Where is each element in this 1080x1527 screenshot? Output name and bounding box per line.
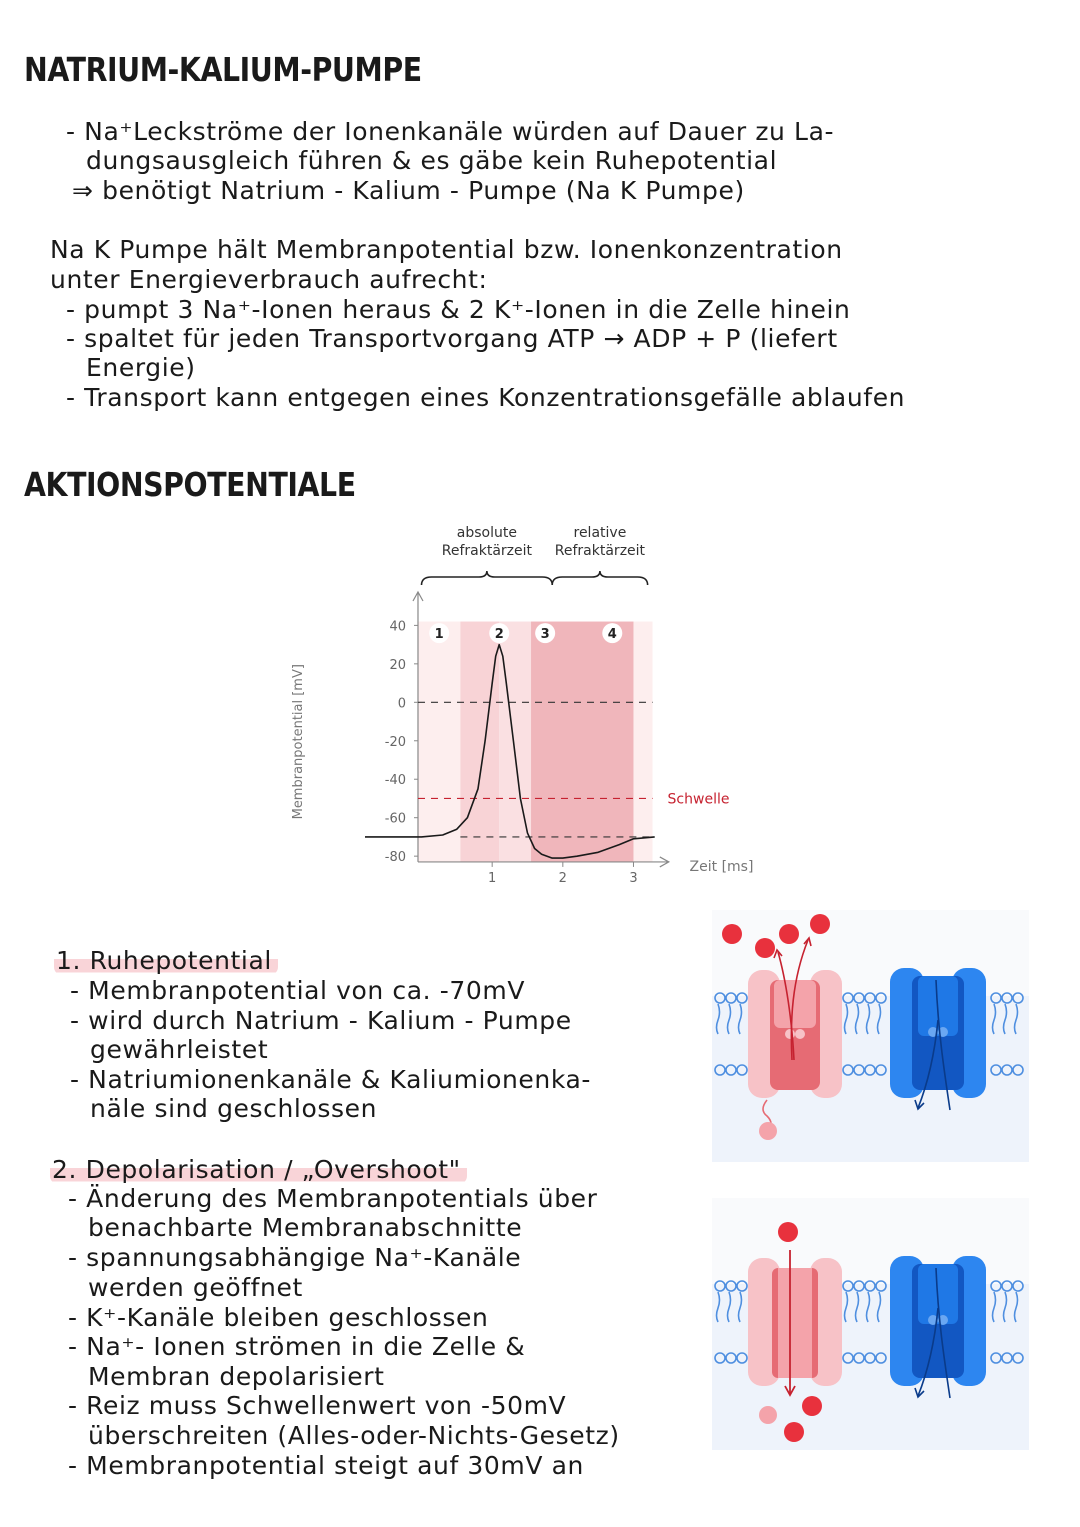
section-heading-na-k-pump: NATRIUM-KALIUM-PUMPE [24, 50, 422, 89]
x-tick-label: 2 [558, 870, 567, 886]
phase1-line: - wird durch Natrium - Kalium - Pumpe [70, 1006, 572, 1035]
x-tick-label: 3 [629, 870, 638, 886]
refractory-brace [422, 571, 553, 585]
refractory-label: absolute [456, 525, 517, 541]
body-line: Energie) [86, 353, 196, 382]
body-line: Na K Pumpe hält Membranpotential bzw. Ionenkonzentration [50, 235, 843, 264]
membrane-diagram-resting [712, 910, 1029, 1162]
phase2-line: benachbarte Membranabschnitte [88, 1213, 523, 1242]
phase1-line: - Membranpotential von ca. -70mV [70, 976, 526, 1005]
x-tick-label: 1 [488, 870, 497, 886]
sodium-ion [755, 938, 775, 958]
phase1-title [54, 946, 278, 976]
action-potential-chart [270, 515, 830, 895]
phase-number: 2 [494, 627, 504, 643]
phase-band [460, 622, 499, 862]
phase2-line: - Änderung des Membranpotentials über [68, 1184, 598, 1213]
y-tick-label: -20 [384, 734, 406, 750]
body-line: - spaltet für jeden Transportvorgang ATP → ADP + P (liefert [66, 324, 838, 353]
y-tick-label: 40 [389, 619, 406, 635]
refractory-label: relative [573, 525, 627, 541]
sodium-ion [778, 1222, 798, 1242]
phase-number: 4 [607, 627, 617, 643]
phase2-line: - Membranpotential steigt auf 30mV an [68, 1451, 584, 1480]
body-line: - Transport kann entgegen eines Konzentrationsgefälle ablaufen [66, 383, 906, 412]
phase2-title-text: 2. Depolarisation / „Overshoot" [50, 1155, 467, 1184]
potassium-channel-closed [890, 1256, 986, 1386]
body-line: unter Energieverbrauch aufrecht: [50, 265, 488, 294]
x-axis-label: Zeit [ms] [689, 858, 754, 875]
y-tick-label: 0 [397, 696, 406, 712]
refractory-label: Refraktärzeit [441, 543, 532, 559]
phase2-line: - spannungsabhängige Na⁺-Kanäle [68, 1243, 522, 1272]
sodium-ion [779, 924, 799, 944]
sodium-ion [784, 1422, 804, 1442]
sodium-ion [810, 914, 830, 934]
phase-number: 3 [540, 627, 550, 643]
intro-line: ⇒ benötigt Natrium - Kalium - Pumpe (Na K Pumpe) [72, 176, 745, 205]
phase2-line: werden geöffnet [88, 1273, 303, 1302]
y-tick-label: -60 [384, 811, 406, 827]
potassium-channel-closed [890, 968, 986, 1098]
phase2-line: Membran depolarisiert [88, 1362, 385, 1391]
phase-band [531, 622, 633, 862]
phase2-line: überschreiten (Alles-oder-Nichts-Gesetz) [88, 1421, 620, 1450]
y-tick-label: 20 [389, 657, 406, 673]
phase1-line: gewährleistet [90, 1035, 269, 1064]
intro-line: - Na⁺Leckströme der Ionenkanäle würden auf Dauer zu La- [66, 117, 835, 146]
phase-band [418, 622, 460, 862]
refractory-brace [552, 571, 647, 585]
phase2-title [50, 1155, 467, 1185]
threshold-label: Schwelle [667, 791, 730, 808]
phase2-line: - Na⁺- Ionen strömen in die Zelle & [68, 1332, 526, 1361]
sodium-ion [802, 1396, 822, 1416]
intro-line: dungsausgleich führen & es gäbe kein Ruhepotential [86, 146, 778, 175]
phase-number: 1 [434, 627, 444, 643]
phase2-line: - Reiz muss Schwellenwert von -50mV [68, 1391, 567, 1420]
sodium-ion [722, 924, 742, 944]
y-tick-label: -80 [384, 850, 406, 866]
phase1-line: - Natriumionenkanäle & Kaliumionenka- [70, 1065, 592, 1094]
y-tick-label: -40 [384, 773, 406, 789]
section-heading-action-potentials: AKTIONSPOTENTIALE [24, 465, 356, 504]
y-axis-label: Membranpotential [mV] [291, 664, 306, 820]
body-line: - pumpt 3 Na⁺-Ionen heraus & 2 K⁺-Ionen in die Zelle hinein [66, 295, 851, 324]
refractory-label: Refraktärzeit [554, 543, 646, 559]
phase1-title-text: 1. Ruhepotential [54, 946, 278, 975]
phase1-line: näle sind geschlossen [90, 1094, 378, 1123]
membrane-diagram-depolarisation [712, 1198, 1029, 1450]
phase-band [633, 622, 652, 862]
phase2-line: - K⁺-Kanäle bleiben geschlossen [68, 1303, 489, 1332]
